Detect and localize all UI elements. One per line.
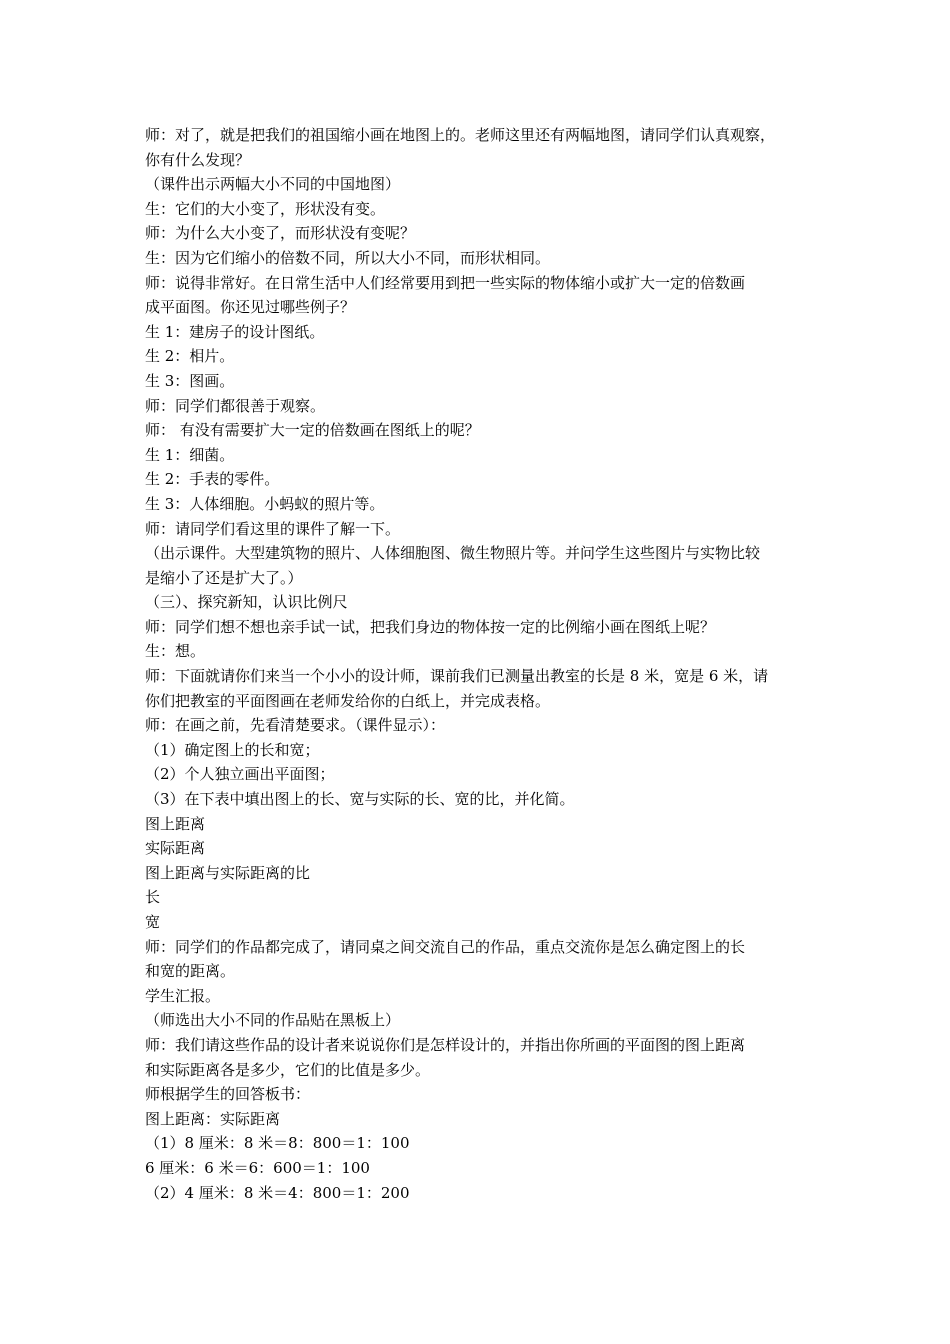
text-line: 师：同学们的作品都完成了，请同桌之间交流自己的作品，重点交流你是怎么确定图上的长 <box>145 937 746 956</box>
text-line: 生 2：相片。 <box>145 347 235 366</box>
text-line: （1）确定图上的长和宽； <box>145 740 320 759</box>
text-line: （师选出大小不同的作品贴在黑板上） <box>145 1011 401 1030</box>
text-line: （三）、探究新知，认识比例尺 <box>145 593 348 612</box>
text-line: 师：同学们都很善于观察。 <box>145 396 326 415</box>
text-line: 是缩小了还是扩大了。） <box>145 568 303 587</box>
text-line: 师： 有没有需要扩大一定的倍数画在图纸上的呢？ <box>145 421 480 440</box>
text-line: 师根据学生的回答板书： <box>145 1085 311 1104</box>
text-line: （1）8 厘米：8 米＝8：800＝1：100 <box>145 1134 410 1153</box>
text-line: （3）在下表中填出图上的长、宽与实际的长、宽的比，并化简。 <box>145 790 575 809</box>
text-line: 实际距离 <box>145 839 206 858</box>
text-line: （2）4 厘米：8 米＝4：800＝1：200 <box>145 1183 410 1202</box>
text-line: （2）个人独立画出平面图； <box>145 765 335 784</box>
text-line: 和实际距离各是多少，它们的比值是多少。 <box>145 1060 431 1079</box>
text-line: 生 1：细菌。 <box>145 445 235 464</box>
text-line: 学生汇报。 <box>145 986 221 1005</box>
text-line: （出示课件。大型建筑物的照片、人体细胞图、微生物照片等。并问学生这些图片与实物比较 <box>145 544 761 563</box>
text-line: 图上距离：实际距离 <box>145 1109 281 1128</box>
text-line: 师：对了，就是把我们的祖国缩小画在地图上的。老师这里还有两幅地图，请同学们认真观察， <box>145 126 776 144</box>
text-line: 生：因为它们缩小的倍数不同，所以大小不同，而形状相同。 <box>145 248 551 267</box>
text-line: 生：它们的大小变了，形状没有变。 <box>145 199 386 218</box>
text-line: 生 3：图画。 <box>145 371 235 390</box>
text-line: 和宽的距离。 <box>145 962 236 981</box>
text-line: 你们把教室的平面图画在老师发给你的白纸上，并完成表格。 <box>145 691 551 710</box>
text-line: 生：想。 <box>145 642 206 661</box>
text-line: 师：在画之前，先看清楚要求。（课件显示）： <box>145 716 446 735</box>
text-line: 生 3：人体细胞。小蚂蚁的照片等。 <box>145 494 385 513</box>
text-line: 生 2：手表的零件。 <box>145 470 280 489</box>
text-line: 你有什么发现？ <box>145 150 251 169</box>
text-line: 师：说得非常好。在日常生活中人们经常要用到把一些实际的物体缩小或扩大一定的倍数画 <box>145 273 746 292</box>
text-line: 师：同学们想不想也亲手试一试，把我们身边的物体按一定的比例缩小画在图纸上呢？ <box>145 617 716 636</box>
text-line: 师：为什么大小变了，而形状没有变呢？ <box>145 224 416 243</box>
text-line: 图上距离 <box>145 814 206 833</box>
text-line: 生 1：建房子的设计图纸。 <box>145 322 325 341</box>
text-line: 长 <box>145 888 161 907</box>
document-body <box>145 123 817 1205</box>
text-line: 师：我们请这些作品的设计者来说说你们是怎样设计的，并指出你所画的平面图的图上距离 <box>145 1035 746 1054</box>
text-line: （课件出示两幅大小不同的中国地图） <box>145 175 401 194</box>
text-line: 6 厘米：6 米＝6：600＝1：100 <box>145 1158 370 1177</box>
text-line: 师：请同学们看这里的课件了解一下。 <box>145 519 401 538</box>
text-line: 成平面图。你还见过哪些例子？ <box>145 298 356 317</box>
text-line: 图上距离与实际距离的比 <box>145 863 311 882</box>
text-line: 宽 <box>145 913 161 931</box>
text-line: 师：下面就请你们来当一个小小的设计师，课前我们已测量出教室的长是 8 米，宽是 6 米，请 <box>145 667 769 686</box>
